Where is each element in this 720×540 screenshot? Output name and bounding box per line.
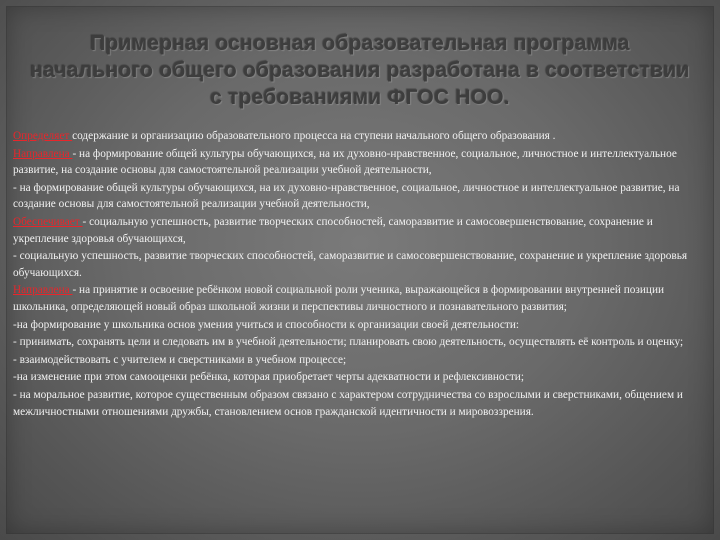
paragraph-8 — [13, 334, 710, 351]
paragraph-text: - на формирование общей культуры обучающихся, на их духовно-нравственное, социальное, личностное и интеллектуальное развитие, на создание основы для самостоятельной реализации учебной деятельности, — [13, 181, 680, 211]
paragraph-text: содержание и организацию образовательного процесса на ступени начального общего образования . — [72, 130, 556, 142]
paragraph-text: - на принятие и освоение ребёнком новой социальной роли ученика, выражающейся в формировании внутренней позиции школьника, определяющей новый образ школьной жизни и перспективы личностного и познавательного развития; — [13, 284, 665, 313]
paragraph-text: - взаимодействовать с учителем и сверстниками в учебном процессе; — [13, 353, 347, 366]
paragraph-text: -на изменение при этом самооценки ребёнка, которая приобретает черты адекватности и рефлексивности; — [13, 371, 524, 384]
paragraph-text: - социальную успешность, развитие творческих способностей, саморазвитие и самосовершенствование, сохранение и укрепление здоровья обучающихся. — [13, 250, 688, 279]
keyword-obespechivaet: Обеспечивает — [13, 215, 83, 228]
paragraph-10 — [13, 369, 710, 386]
paragraph-9 — [13, 352, 710, 369]
slide-body — [13, 128, 710, 421]
paragraph-7 — [13, 317, 710, 334]
paragraph-6 — [13, 282, 710, 315]
paragraph-text: - на формирование общей культуры обучающихся, на их духовно-нравственное, социальное, личностное и интеллектуальное развитие, на создание основы для самостоятельной реализации учебной деятельности, — [13, 147, 677, 177]
paragraph-text: -на формирование у школьника основ умения учиться и способности к организации своей деятельности: — [13, 318, 520, 331]
paragraph-text: - на моральное развитие, которое существенным образом связано с характером сотрудничества со взрослыми и сверстниками, общением и межличностными отношениями дружбы, становлением основ гражданской идентичности и мировоззрения. — [13, 388, 683, 418]
paragraph-text: - принимать, сохранять цели и следовать им в учебной деятельности; планировать свою деятельность, осуществлять её контроль и оценку; — [13, 336, 684, 349]
paragraph-5 — [13, 248, 710, 281]
paragraph-4 — [13, 214, 710, 247]
paragraph-1 — [13, 128, 710, 145]
paragraph-text: - социальную успешность, развитие творческих способностей, саморазвитие и самосовершенствование, сохранение и укрепление здоровья обучающихся, — [13, 215, 653, 245]
slide-title: Примерная основная образовательная программа начального общего образования разработана в соответствии с требованиями ФГОС НОО. — [30, 32, 690, 109]
keyword-napravlena-2: Направлена — [13, 284, 73, 297]
paragraph-2 — [13, 146, 710, 179]
paragraph-3 — [13, 180, 710, 213]
keyword-napravlena: Направлена — [13, 147, 73, 160]
paragraph-11 — [13, 387, 710, 420]
keyword-opredelyaet: Определяет — [13, 130, 73, 142]
